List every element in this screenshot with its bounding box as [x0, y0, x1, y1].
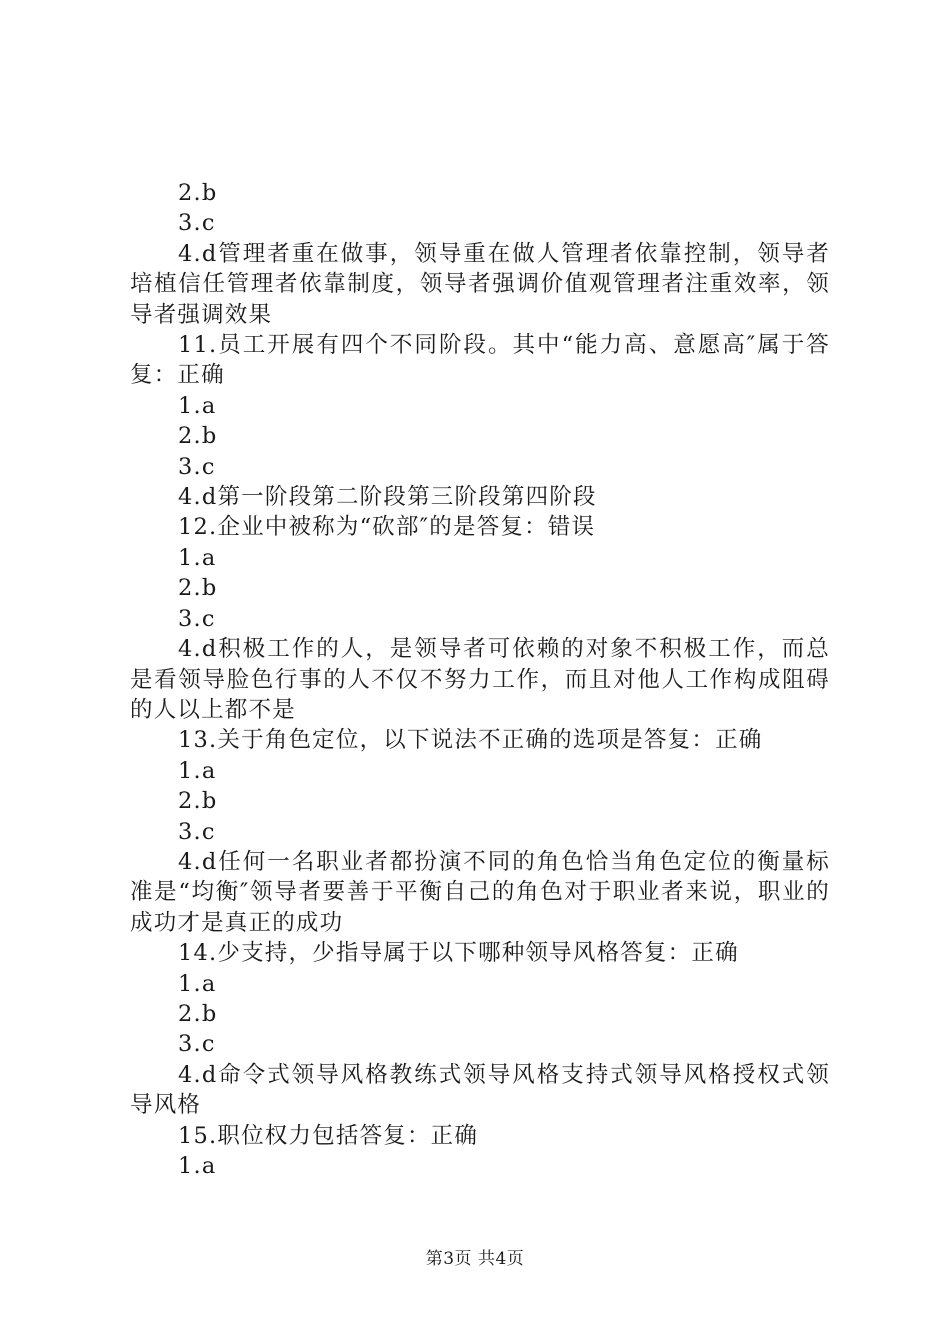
- question-12: 12.企业中被称为“砍部″的是答复：错误: [178, 514, 596, 541]
- text-paragraph: 4.d管理者重在做事，领导重在做人管理者依靠控制，领导者培植信任管理者依靠制度，领导者强调价值观管理者注重效率，领导者强调效果: [130, 240, 830, 328]
- question-13: 13.关于角色定位，以下说法不正确的选项是答复：正确: [178, 727, 763, 754]
- text-line: 3.c: [178, 605, 216, 632]
- document-body: [130, 178, 830, 1181]
- text-paragraph: 4.d任何一名职业者都扮演不同的角色恰当角色定位的衡量标准是“均衡″领导者要善于平衡自己的角色对于职业者来说，职业的成功才是真正的成功: [130, 848, 830, 936]
- text-line: 1.a: [178, 757, 217, 784]
- text-line: 3.c: [178, 453, 216, 480]
- text-line: 2.b: [178, 788, 218, 815]
- text-line: 2.b: [178, 575, 218, 602]
- question-15: 15.职位权力包括答复：正确: [178, 1122, 479, 1149]
- text-paragraph: 4.d积极工作的人，是领导者可依赖的对象不积极工作，而总是看领导脸色行事的人不仅不努力工作，而且对他人工作构成阻碍的人以上都不是: [130, 636, 830, 723]
- text-line: 3.c: [178, 210, 216, 237]
- text-paragraph: 4.d第一阶段第二阶段第三阶段第四阶段: [178, 484, 597, 511]
- text-line: 1.a: [178, 392, 217, 419]
- text-line: 1.a: [178, 1153, 217, 1179]
- question-14: 14.少支持，少指导属于以下哪种领导风格答复：正确: [178, 940, 739, 967]
- text-line: 1.a: [178, 544, 217, 571]
- text-line: 3.c: [178, 818, 216, 845]
- text-line: 1.a: [178, 970, 217, 997]
- text-line: 3.c: [178, 1031, 216, 1058]
- question-11: 11.员工开展有四个不同阶段。其中“能力高、意愿高″属于答复：正确: [130, 332, 830, 389]
- text-line: 2.b: [178, 180, 218, 206]
- page-number-footer: 第3页 共4页: [425, 1249, 525, 1269]
- text-paragraph: 4.d命令式领导风格教练式领导风格支持式领导风格授权式领导风格: [130, 1061, 830, 1119]
- text-line: 2.b: [178, 1000, 218, 1027]
- text-line: 2.b: [178, 423, 218, 450]
